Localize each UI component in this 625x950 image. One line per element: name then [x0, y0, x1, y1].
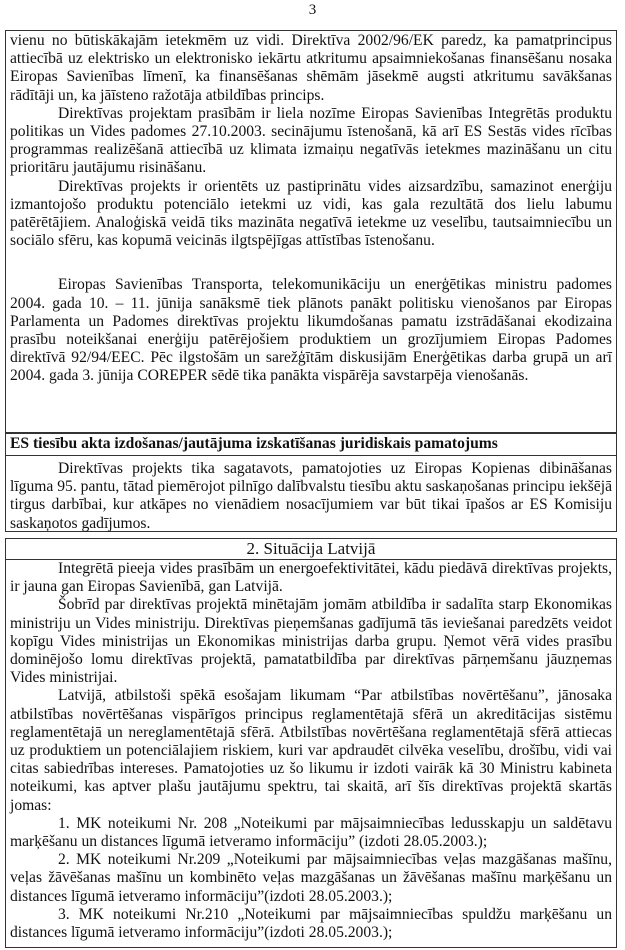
paragraph: Šobrīd par direktīvas projektā minētajām jomām atbildība ir sadalīta starp Ekonomikas ministriju un Vides ministriju. Direktīvas pieņemšanas gadījumā tās ieviešanai paredzēts veidot kopīgu Vides ministrijas un Ekonomikas ministrijas darba grupu. Ņemot vērā vides prasību dominējošo lomu direktīvas projektā, pamatatbildība par direktīvas pārņemšanu jāuzņemas Vides ministrijai. [10, 596, 612, 687]
paragraph: Direktīvas projekts tika sagatavots, pamatojoties uz Eiropas Kopienas dibināšanas līguma 95. pantu, tātad piemērojot pilnīgo dalībvalstu tiesību aktu saskaņošanas principu iekšējā tirgus darbībai, kur atkāpes no vienādiem nosacījumiem var būt tikai īpašos ar ES Komisiju saskaņotos gadījumos. [10, 460, 612, 532]
paragraph: Integrētā pieeja vides prasībām un energoefektivitātei, kādu piedāvā direktīvas projekts, ir jauna gan Eiropas Savienībā, gan Latvijā. [10, 560, 612, 596]
list-item: 3. MK noteikumi Nr.210 „Noteikumi par mājsaimniecības spuldžu marķēšanu un distances līgumā ietveramo informāciju”(izdoti 28.05.2003.); [10, 905, 612, 942]
section-title: 2. Situācija Latvijā [6, 539, 616, 560]
paragraph: Latvijā, atbilstoši spēkā esošajam likumam “Par atbilstības novērtēšanu”, jānosaka atbilstības novērtēšanas vispārīgos principus reglamentētajā sfērā un akreditācijas sistēmu reglamentētajā un nereglamentētajā sfērā. Atbilstības novērtēšana reglamentētajā sfērā attiecas uz produktiem un potenciālajiem riskiem, kuri var apdraudēt cilvēka veselību, drošību, vidi vai citas sabiedrības intereses. Pamatojoties uz šo likumu ir izdoti vairāk kā 30 Ministru kabineta noteikumi, kas aptver plašu jautājumu spektru, tai skaitā, arī šīs direktīvas projektā skartās jomas: [10, 687, 612, 814]
paragraph: vienu no būtiskākajām ietekmēm uz vidi. Direktīva 2002/96/EK paredz, ka pamatprincipus attiecībā uz elektrisko un elektronisko iekārtu atkritumu apsaimniekošanas finansēšanu nosaka Eiropas Savienības līmenī, ka finansēšanas shēmām jāsekmē augsti atkritumu savākšanas rādītāji un, ka jāīsteno ražotāja atbildības princips. [10, 32, 612, 104]
legal-basis-box [5, 432, 617, 532]
latvia-situation-box [5, 538, 617, 948]
section-heading: ES tiesību akta izdošanas/jautājuma izskatīšanas juridiskais pamatojums [6, 433, 616, 456]
paragraph: Eiropas Savienības Transporta, telekomunikāciju un enerģētikas ministru padomes 2004. gada 10. – 11. jūnija sanāksmē tiek plānots panākt politisku vienošanos par Eiropas Parlamenta un Padomes direktīvas projektu likumdošanas pamatu izstrādāšanai ekodizaina prasību noteikšanai enerģiju patērējošiem produktiem un grozījumiem Eiropas Padomes direktīvā 92/94/EEC. Pēc ilgstošām un sarežģītām diskusijām Enerģētikas darba grupā un arī 2004. gada 3. jūnija COREPER sēdē tika panākta vispārēja savstarpēja vienošanās. [10, 276, 612, 385]
paragraph: Direktīvas projekts ir orientēts uz pastiprinātu vides aizsardzību, samazinot enerģiju izmantojošo produktu potenciālo ietekmi uz vidi, kas gala rezultātā dos lielu labumu patērētājiem. Analoģiskā veidā tiks mazināta negatīvā ietekme uz veselību, tautsaimniecību un sociālo sfēru, kas kopumā veicinās ilgtspējīgas attīstības īstenošanu. [10, 177, 612, 250]
eu-context-box [5, 30, 617, 434]
list-item: 2. MK noteikumi Nr.209 „Noteikumi par mājsaimniecības veļas mazgāšanas mašīnu, veļas žāvēšanas mašīnu un kombinēto veļas mazgāšanas un žāvēšanas mašīnu marķēšanu un distances līgumā ietveramo informāciju”(izdoti 28.05.2003.); [10, 851, 612, 905]
paragraph: Direktīvas projektam prasībām ir liela nozīme Eiropas Savienības Integrētās produktu politikas un Vides padomes 27.10.2003. secinājumu īstenošanā, kā arī ES Sestās vides rīcības programmas realizēšanā attiecībā uz klimata izmaiņu negatīvās ietekmes mazināšanu un citu prioritāru jautājumu risināšanu. [10, 104, 612, 177]
list-item: 1. MK noteikumi Nr. 208 „Noteikumi par mājsaimniecības ledusskapju un saldētavu marķēšanu un distances līgumā ietveramo informāciju” (izdoti 28.05.2003.); [10, 814, 612, 851]
page-number: 3 [308, 2, 317, 18]
